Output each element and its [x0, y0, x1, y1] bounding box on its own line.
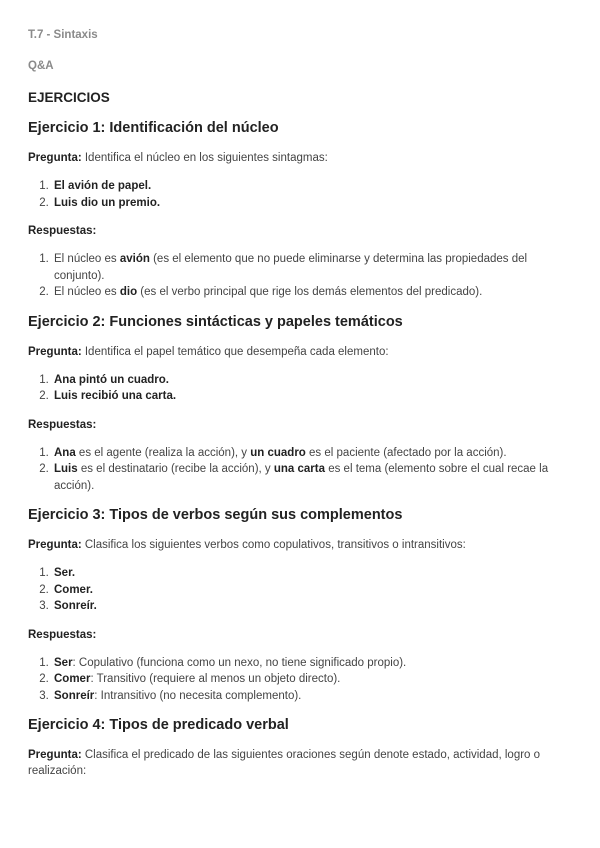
exercise-4-title: Ejercicio 4: Tipos de predicado verbal [28, 717, 289, 733]
answer-item [52, 445, 572, 462]
list-item [52, 372, 572, 389]
exercise-2-items [28, 372, 572, 405]
answer-item [52, 688, 572, 705]
answer-bold: una carta [273, 463, 326, 475]
item-text: Ser. [54, 567, 76, 579]
exercise-2-title: Ejercicio 2: Funciones sintácticas y papeles temáticos [28, 313, 403, 330]
answer-bold: Ana [54, 446, 76, 459]
item-text: Luis dio un premio. [54, 196, 161, 209]
question-text: Clasifica el predicado de las siguientes oraciones según denote estado, actividad, logro o realización: [28, 749, 541, 777]
answer-text: : Copulativo (funciona como un nexo, no tiene significado propio). [72, 656, 407, 669]
question-text: Identifica el papel temático que desempeña cada elemento: [81, 345, 389, 358]
answer-text: es el agente (realiza la acción), y [75, 446, 251, 459]
answer-bold: Ser [54, 656, 73, 669]
answer-bold: Sonreír [54, 689, 95, 702]
answer-item [52, 671, 572, 688]
exercise-2-question [28, 344, 572, 360]
answer-text: (es el elemento que no puede eliminarse y determina las propiedades del conjunto). [54, 253, 528, 282]
answer-item [52, 655, 572, 672]
exercise-2-answers [28, 445, 572, 495]
item-text: El avión de papel. [54, 180, 152, 192]
answer-text: (es el verbo principal que rige los demás elementos del predicado). [137, 286, 483, 298]
list-item [52, 195, 572, 212]
answers-label: Respuestas: [28, 628, 97, 641]
answer-text: El núcleo es [54, 286, 120, 298]
answer-text: es el paciente (afectado por la acción). [305, 446, 507, 459]
answers-label: Respuestas: [28, 418, 97, 431]
list-item [52, 565, 572, 582]
exercise-1-items [28, 178, 572, 211]
item-text: Comer. [54, 583, 93, 596]
answer-text: es el destinatario (recibe la acción), y [77, 463, 274, 475]
question-label: Pregunta: [28, 749, 82, 761]
answer-bold: dio [119, 286, 138, 298]
list-item [52, 178, 572, 195]
question-label: Pregunta: [28, 539, 82, 551]
qa-label: Q&A [28, 60, 54, 72]
exercise-3-title: Ejercicio 3: Tipos de verbos según sus complementos [28, 507, 403, 523]
exercise-1-title: Ejercicio 1: Identificación del núcleo [28, 120, 279, 136]
exercise-3-answers [28, 655, 572, 705]
exercise-4-question [28, 747, 572, 779]
question-text: Identifica el núcleo en los siguientes sintagmas: [81, 152, 328, 164]
answer-bold: Comer [54, 673, 91, 685]
section-title: EJERCICIOS [28, 90, 110, 105]
answer-item [52, 251, 572, 284]
exercise-1-question [28, 150, 572, 166]
item-text: Ana pintó un cuadro. [54, 373, 169, 386]
answer-bold: un cuadro [250, 446, 306, 459]
exercise-3-question [28, 537, 572, 553]
item-text: Luis recibió una carta. [54, 390, 177, 402]
item-text: Sonreír. [54, 600, 97, 612]
list-item [52, 598, 572, 615]
answer-text: El núcleo es [54, 253, 120, 265]
list-item [52, 388, 572, 405]
answer-text: es el tema (elemento sobre el cual recae la acción). [54, 463, 549, 492]
exercise-1-answers [28, 251, 572, 301]
question-text: Clasifica los siguientes verbos como copulativos, transitivos o intransitivos: [81, 539, 466, 551]
question-label: Pregunta: [28, 345, 82, 358]
answer-item [52, 461, 572, 494]
breadcrumb[interactable]: T.7 - Sintaxis [28, 29, 98, 41]
answer-item [52, 284, 572, 301]
exercise-3-items [28, 565, 572, 615]
answer-text: : Intransitivo (no necesita complemento). [94, 689, 302, 702]
answer-text: : Transitivo (requiere al menos un objeto directo). [90, 673, 341, 685]
question-label: Pregunta: [28, 152, 82, 164]
answer-bold: avión [119, 253, 150, 265]
answers-label: Respuestas: [28, 225, 97, 237]
answer-bold: Luis [54, 463, 78, 475]
list-item [52, 582, 572, 599]
